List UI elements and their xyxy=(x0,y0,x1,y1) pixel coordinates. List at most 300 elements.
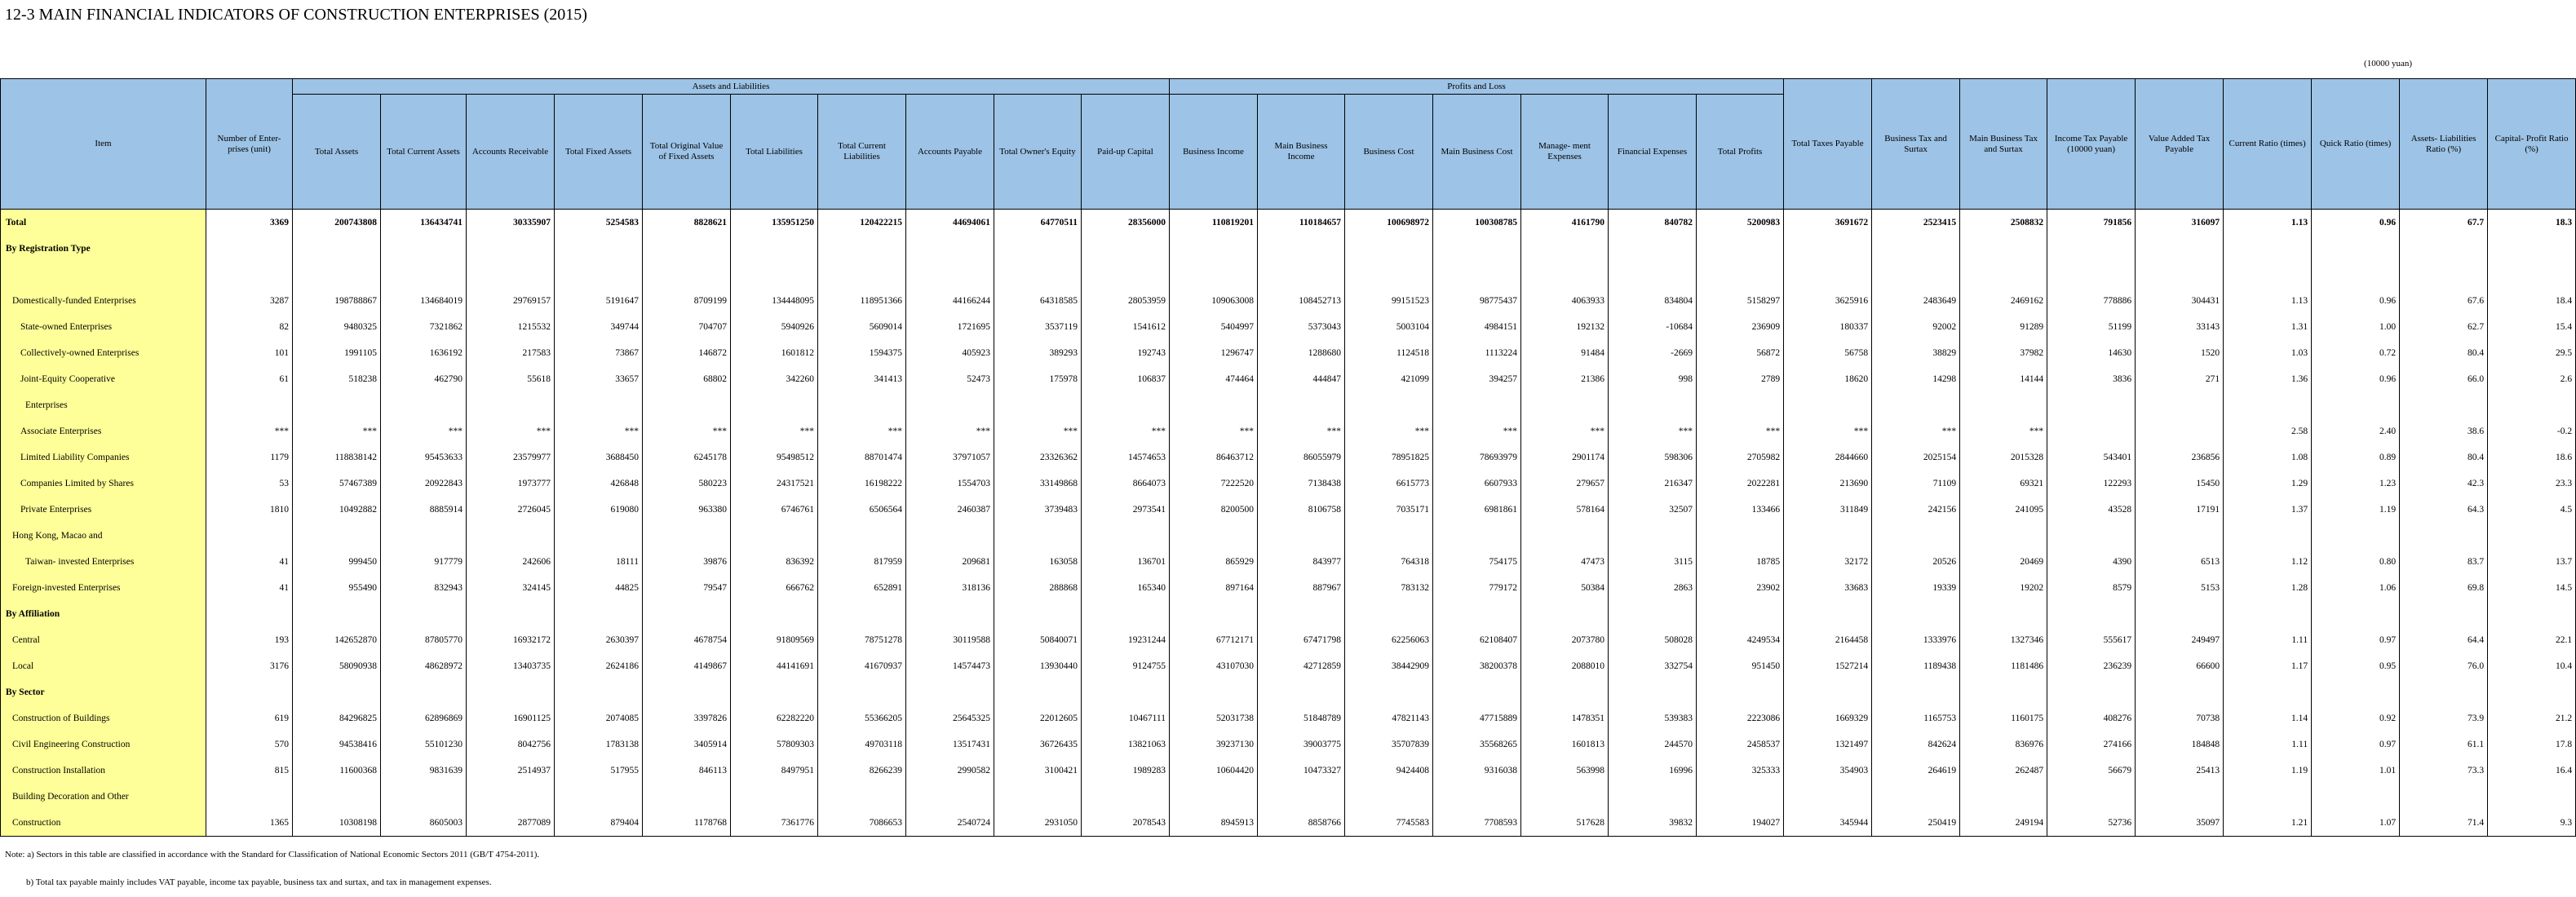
cell xyxy=(1609,784,1697,810)
cell xyxy=(293,679,381,705)
cell: 791856 xyxy=(2047,210,2136,236)
cell xyxy=(818,601,906,627)
cell xyxy=(1258,236,1345,262)
cell xyxy=(467,784,555,810)
cell: 71109 xyxy=(1872,471,1960,497)
cell xyxy=(2047,601,2136,627)
cell: 2789 xyxy=(1697,366,1784,392)
cell xyxy=(555,523,643,549)
cell xyxy=(2136,523,2224,549)
cell xyxy=(1784,523,1872,549)
cell: 580223 xyxy=(643,471,731,497)
cell: 62.7 xyxy=(2400,314,2488,340)
cell: 14630 xyxy=(2047,340,2136,366)
cell: 1.17 xyxy=(2224,653,2312,679)
cell xyxy=(467,262,555,288)
cell: 1554703 xyxy=(906,471,994,497)
cell: 62282220 xyxy=(731,705,818,731)
cell: 73867 xyxy=(555,340,643,366)
cell xyxy=(206,784,293,810)
cell: 2458537 xyxy=(1697,731,1784,758)
row-label xyxy=(1,262,206,288)
cell: 3688450 xyxy=(555,444,643,471)
cell xyxy=(1609,679,1697,705)
cell: 316097 xyxy=(2136,210,2224,236)
cell xyxy=(381,601,467,627)
table-row xyxy=(1,575,2576,601)
cell: 78951825 xyxy=(1345,444,1433,471)
cell: 4984151 xyxy=(1433,314,1521,340)
cell: 58090938 xyxy=(293,653,381,679)
cell: 30119588 xyxy=(906,627,994,653)
cell: 10473327 xyxy=(1258,758,1345,784)
row-label: Joint-Equity Cooperative xyxy=(1,366,206,392)
row-label: Construction Installation xyxy=(1,758,206,784)
cell: 1.11 xyxy=(2224,731,2312,758)
cell xyxy=(2136,392,2224,418)
column-header: Total Owner's Equity xyxy=(994,95,1082,210)
cell: 134684019 xyxy=(381,288,467,314)
cell xyxy=(1697,601,1784,627)
cell xyxy=(1521,523,1609,549)
cell: 142652870 xyxy=(293,627,381,653)
cell xyxy=(1345,601,1433,627)
cell: 71.4 xyxy=(2400,810,2488,837)
cell xyxy=(1609,392,1697,418)
cell: *** xyxy=(555,418,643,444)
cell: *** xyxy=(381,418,467,444)
cell: 38200378 xyxy=(1433,653,1521,679)
cell: 135951250 xyxy=(731,210,818,236)
cell: *** xyxy=(467,418,555,444)
cell xyxy=(555,262,643,288)
cell: 7321862 xyxy=(381,314,467,340)
cell: 8106758 xyxy=(1258,497,1345,523)
cell: 1.19 xyxy=(2224,758,2312,784)
cell: 1113224 xyxy=(1433,340,1521,366)
cell: 1189438 xyxy=(1872,653,1960,679)
cell: 64.3 xyxy=(2400,497,2488,523)
cell: 62256063 xyxy=(1345,627,1433,653)
cell xyxy=(2400,392,2488,418)
cell: 2844660 xyxy=(1784,444,1872,471)
cell xyxy=(2136,601,2224,627)
cell: 1.11 xyxy=(2224,627,2312,653)
cell xyxy=(2400,523,2488,549)
column-header: Main Business Income xyxy=(1258,95,1345,210)
column-header: Total Taxes Payable xyxy=(1784,79,1872,210)
cell xyxy=(1170,679,1258,705)
row-label: State-owned Enterprises xyxy=(1,314,206,340)
cell: 5404997 xyxy=(1170,314,1258,340)
cell: 2931050 xyxy=(994,810,1082,837)
cell xyxy=(467,601,555,627)
cell: 44166244 xyxy=(906,288,994,314)
cell: 37971057 xyxy=(906,444,994,471)
table-row xyxy=(1,705,2576,731)
cell: 55618 xyxy=(467,366,555,392)
cell: 8945913 xyxy=(1170,810,1258,837)
cell xyxy=(1784,784,1872,810)
cell: 1.21 xyxy=(2224,810,2312,837)
cell: 16996 xyxy=(1609,758,1697,784)
cell xyxy=(1258,523,1345,549)
cell: 194027 xyxy=(1697,810,1784,837)
cell: 917779 xyxy=(381,549,467,575)
cell: *** xyxy=(643,418,731,444)
cell: 43528 xyxy=(2047,497,2136,523)
cell xyxy=(2488,236,2576,262)
cell: 1296747 xyxy=(1170,340,1258,366)
cell xyxy=(731,679,818,705)
cell xyxy=(994,784,1082,810)
cell: 44141691 xyxy=(731,653,818,679)
cell xyxy=(906,679,994,705)
cell: 213690 xyxy=(1784,471,1872,497)
cell xyxy=(1082,262,1170,288)
cell: 11600368 xyxy=(293,758,381,784)
cell: 18.3 xyxy=(2488,210,2576,236)
cell xyxy=(731,262,818,288)
cell: 241095 xyxy=(1960,497,2047,523)
column-header: Capital- Profit Ratio (%) xyxy=(2488,79,2576,210)
cell: 13821063 xyxy=(1082,731,1170,758)
cell: 570 xyxy=(206,731,293,758)
cell xyxy=(1345,679,1433,705)
row-label: Construction of Buildings xyxy=(1,705,206,731)
cell: 16198222 xyxy=(818,471,906,497)
cell: 951450 xyxy=(1697,653,1784,679)
cell: 539383 xyxy=(1609,705,1697,731)
cell: 2901174 xyxy=(1521,444,1609,471)
cell xyxy=(643,392,731,418)
cell xyxy=(2400,601,2488,627)
cell: 14298 xyxy=(1872,366,1960,392)
table-row xyxy=(1,262,2576,288)
table-row xyxy=(1,601,2576,627)
table-row xyxy=(1,392,2576,418)
table-row xyxy=(1,497,2576,523)
cell: 1478351 xyxy=(1521,705,1609,731)
cell: 91809569 xyxy=(731,627,818,653)
cell: 6245178 xyxy=(643,444,731,471)
cell: 1.12 xyxy=(2224,549,2312,575)
cell: 8266239 xyxy=(818,758,906,784)
cell xyxy=(293,262,381,288)
cell: 262487 xyxy=(1960,758,2047,784)
cell: 508028 xyxy=(1609,627,1697,653)
cell: 1181486 xyxy=(1960,653,2047,679)
cell xyxy=(467,679,555,705)
cell: *** xyxy=(1609,418,1697,444)
cell xyxy=(1170,262,1258,288)
cell: 517955 xyxy=(555,758,643,784)
cell: 5200983 xyxy=(1697,210,1784,236)
cell: 840782 xyxy=(1609,210,1697,236)
cell: 29.5 xyxy=(2488,340,2576,366)
cell: 779172 xyxy=(1433,575,1521,601)
table-row xyxy=(1,236,2576,262)
cell xyxy=(1170,523,1258,549)
cell: 39876 xyxy=(643,549,731,575)
cell: 55366205 xyxy=(818,705,906,731)
cell xyxy=(1697,784,1784,810)
cell: 70738 xyxy=(2136,705,2224,731)
cell: 341413 xyxy=(818,366,906,392)
cell: 244570 xyxy=(1609,731,1697,758)
cell: 30335907 xyxy=(467,210,555,236)
cell: 817959 xyxy=(818,549,906,575)
cell: 7745583 xyxy=(1345,810,1433,837)
cell xyxy=(731,784,818,810)
cell xyxy=(1345,784,1433,810)
cell xyxy=(1960,784,2047,810)
cell: 0.92 xyxy=(2312,705,2400,731)
cell: 56679 xyxy=(2047,758,2136,784)
cell: 23.3 xyxy=(2488,471,2576,497)
cell: 1.23 xyxy=(2312,471,2400,497)
cell: 36726435 xyxy=(994,731,1082,758)
column-header: Total Current Assets xyxy=(381,95,467,210)
cell xyxy=(1433,523,1521,549)
cell: 1.28 xyxy=(2224,575,2312,601)
table-row xyxy=(1,758,2576,784)
cell: 666762 xyxy=(731,575,818,601)
cell: 342260 xyxy=(731,366,818,392)
cell: 52473 xyxy=(906,366,994,392)
cell: 33149868 xyxy=(994,471,1082,497)
cell: 652891 xyxy=(818,575,906,601)
cell xyxy=(643,262,731,288)
cell: 33143 xyxy=(2136,314,2224,340)
cell xyxy=(206,679,293,705)
cell xyxy=(2047,523,2136,549)
cell: 20526 xyxy=(1872,549,1960,575)
cell xyxy=(643,523,731,549)
cell: 1.08 xyxy=(2224,444,2312,471)
column-header: Paid-up Capital xyxy=(1082,95,1170,210)
cell xyxy=(1872,523,1960,549)
cell: 193 xyxy=(206,627,293,653)
column-header: Accounts Receivable xyxy=(467,95,555,210)
cell: 0.72 xyxy=(2312,340,2400,366)
cell: 1215532 xyxy=(467,314,555,340)
cell: 134448095 xyxy=(731,288,818,314)
cell: 2523415 xyxy=(1872,210,1960,236)
cell: 1541612 xyxy=(1082,314,1170,340)
cell xyxy=(1082,236,1170,262)
cell: 444847 xyxy=(1258,366,1345,392)
table-row xyxy=(1,731,2576,758)
cell: 25413 xyxy=(2136,758,2224,784)
cell: 80.4 xyxy=(2400,444,2488,471)
cell xyxy=(994,601,1082,627)
cell: 394257 xyxy=(1433,366,1521,392)
cell: 421099 xyxy=(1345,366,1433,392)
row-label: Construction xyxy=(1,810,206,837)
cell: 9316038 xyxy=(1433,758,1521,784)
cell xyxy=(555,679,643,705)
cell: 8579 xyxy=(2047,575,2136,601)
cell xyxy=(1082,601,1170,627)
cell xyxy=(2047,392,2136,418)
table-row xyxy=(1,784,2576,810)
cell: 53 xyxy=(206,471,293,497)
cell xyxy=(1082,679,1170,705)
row-label: By Registration Type xyxy=(1,236,206,262)
cell: 47821143 xyxy=(1345,705,1433,731)
cell: 50384 xyxy=(1521,575,1609,601)
cell: 1165753 xyxy=(1872,705,1960,731)
cell: 1669329 xyxy=(1784,705,1872,731)
cell xyxy=(2400,784,2488,810)
cell: *** xyxy=(1697,418,1784,444)
cell: 82 xyxy=(206,314,293,340)
column-header: Income Tax Payable (10000 yuan) xyxy=(2047,79,2136,210)
cell: 51199 xyxy=(2047,314,2136,340)
cell: 2508832 xyxy=(1960,210,2047,236)
cell: 843977 xyxy=(1258,549,1345,575)
cell: 78751278 xyxy=(818,627,906,653)
cell: 5153 xyxy=(2136,575,2224,601)
cell: 4.5 xyxy=(2488,497,2576,523)
cell: 1.19 xyxy=(2312,497,2400,523)
cell xyxy=(206,601,293,627)
column-header: Item xyxy=(1,79,206,210)
cell: 1160175 xyxy=(1960,705,2047,731)
cell: 2088010 xyxy=(1521,653,1609,679)
cell: 1783138 xyxy=(555,731,643,758)
cell: 3115 xyxy=(1609,549,1697,575)
cell: 80.4 xyxy=(2400,340,2488,366)
cell xyxy=(994,523,1082,549)
cell: 3739483 xyxy=(994,497,1082,523)
cell: 83.7 xyxy=(2400,549,2488,575)
cell xyxy=(1258,601,1345,627)
table-row xyxy=(1,340,2576,366)
cell: 1601813 xyxy=(1521,731,1609,758)
cell: 41 xyxy=(206,549,293,575)
cell: 165340 xyxy=(1082,575,1170,601)
cell: 1810 xyxy=(206,497,293,523)
cell: 64318585 xyxy=(994,288,1082,314)
cell: 47715889 xyxy=(1433,705,1521,731)
cell xyxy=(1784,262,1872,288)
cell: 7086653 xyxy=(818,810,906,837)
cell: 1527214 xyxy=(1784,653,1872,679)
cell: 22.1 xyxy=(2488,627,2576,653)
cell: 1636192 xyxy=(381,340,467,366)
cell xyxy=(906,601,994,627)
cell: *** xyxy=(1082,418,1170,444)
cell: 109063008 xyxy=(1170,288,1258,314)
cell xyxy=(381,523,467,549)
cell xyxy=(2488,601,2576,627)
cell: 3287 xyxy=(206,288,293,314)
cell: 304431 xyxy=(2136,288,2224,314)
cell: 1.31 xyxy=(2224,314,2312,340)
column-header: Total Assets xyxy=(293,95,381,210)
cell: 1178768 xyxy=(643,810,731,837)
cell xyxy=(1433,679,1521,705)
cell: 311849 xyxy=(1784,497,1872,523)
column-header: Total Liabilities xyxy=(731,95,818,210)
cell xyxy=(1258,392,1345,418)
cell: 2514937 xyxy=(467,758,555,784)
cell xyxy=(2400,236,2488,262)
cell: 100698972 xyxy=(1345,210,1433,236)
cell: *** xyxy=(1784,418,1872,444)
cell xyxy=(1433,236,1521,262)
cell: 10308198 xyxy=(293,810,381,837)
table-row xyxy=(1,314,2576,340)
cell: 2624186 xyxy=(555,653,643,679)
cell: 0.96 xyxy=(2312,366,2400,392)
cell xyxy=(1521,679,1609,705)
cell xyxy=(1433,262,1521,288)
column-header: Financial Expenses xyxy=(1609,95,1697,210)
cell: 999450 xyxy=(293,549,381,575)
cell: 3537119 xyxy=(994,314,1082,340)
cell: 18111 xyxy=(555,549,643,575)
cell: 8885914 xyxy=(381,497,467,523)
row-label: Foreign-invested Enterprises xyxy=(1,575,206,601)
cell xyxy=(293,392,381,418)
cell: 9.3 xyxy=(2488,810,2576,837)
cell: *** xyxy=(1872,418,1960,444)
cell: 108452713 xyxy=(1258,288,1345,314)
cell: 62896869 xyxy=(381,705,467,731)
cell: 5373043 xyxy=(1258,314,1345,340)
cell: 1520 xyxy=(2136,340,2224,366)
column-header: Total Current Liabilities xyxy=(818,95,906,210)
cell: 110184657 xyxy=(1258,210,1345,236)
cell: 836976 xyxy=(1960,731,2047,758)
table-header xyxy=(1,79,2576,210)
cell xyxy=(1258,784,1345,810)
cell: 57809303 xyxy=(731,731,818,758)
row-label: Companies Limited by Shares xyxy=(1,471,206,497)
cell xyxy=(2312,262,2400,288)
cell: 21.2 xyxy=(2488,705,2576,731)
cell: 0.97 xyxy=(2312,627,2400,653)
cell: 13.7 xyxy=(2488,549,2576,575)
cell: 38442909 xyxy=(1345,653,1433,679)
column-header: Quick Ratio (times) xyxy=(2312,79,2400,210)
cell: 14144 xyxy=(1960,366,2047,392)
cell xyxy=(2047,262,2136,288)
cell xyxy=(731,392,818,418)
cell xyxy=(994,236,1082,262)
cell: 6615773 xyxy=(1345,471,1433,497)
cell: 52031738 xyxy=(1170,705,1258,731)
cell: 8605003 xyxy=(381,810,467,837)
column-header: Main Business Tax and Surtax xyxy=(1960,79,2047,210)
cell: 44694061 xyxy=(906,210,994,236)
cell: 279657 xyxy=(1521,471,1609,497)
column-header: Value Added Tax Payable xyxy=(2136,79,2224,210)
cell: 834804 xyxy=(1609,288,1697,314)
cell xyxy=(994,262,1082,288)
cell: 1.14 xyxy=(2224,705,2312,731)
cell: 408276 xyxy=(2047,705,2136,731)
cell: 236856 xyxy=(2136,444,2224,471)
cell xyxy=(1433,392,1521,418)
cell xyxy=(818,523,906,549)
cell: 73.3 xyxy=(2400,758,2488,784)
cell xyxy=(818,679,906,705)
cell xyxy=(2400,679,2488,705)
